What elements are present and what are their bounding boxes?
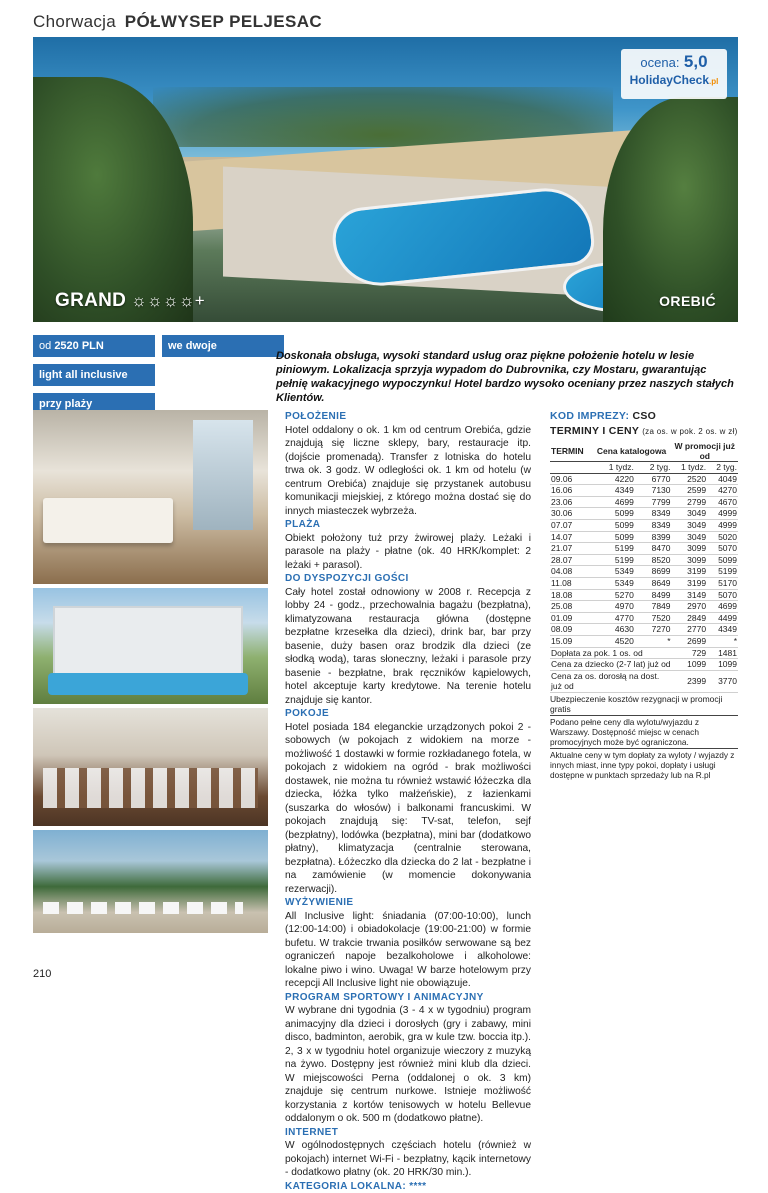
section-heading: PLAŻA: [285, 518, 531, 532]
note-details: Aktualne ceny w tym dopłaty za wyloty / wyjazdy z innych miast, inne typy pokoi, dopłaty i usługi dostępne w punktach sprzedaży lub na R.pl: [550, 750, 738, 781]
row-price: 4699: [707, 601, 738, 613]
row-price: 2699: [672, 635, 708, 647]
row-price: 2970: [672, 601, 708, 613]
extra-label: Cena za os. dorosłą na dost. już od: [550, 670, 672, 692]
row-price: 7849: [635, 601, 672, 613]
row-term: 09.06: [550, 473, 592, 485]
extra-row: [550, 647, 738, 659]
row-price: 6770: [635, 473, 672, 485]
price-notes: [550, 694, 738, 781]
extra-label: Dopłata za pok. 1 os. od: [550, 647, 672, 659]
row-price: 4349: [707, 624, 738, 636]
row-price: 5020: [707, 531, 738, 543]
photo-restaurant: [33, 708, 268, 826]
row-price: 3199: [672, 577, 708, 589]
section-text: W ogólnodostępnych częściach hotelu (również w pokojach) internet Wi-Fi - bezpłatny, kącik internetowy - dodatkowo płatny (ok. 20 HRK/30 min.).: [285, 1139, 531, 1180]
row-term: 30.06: [550, 508, 592, 520]
section-text: Obiekt położony tuż przy żwirowej plaży. Leżaki i parasole na plaży - płatne (ok. 40 HRK/komplet: 2 leżaki + parasol).: [285, 532, 531, 573]
row-price: 3049: [672, 519, 708, 531]
col-promo: W promocji już od: [672, 441, 738, 462]
hotel-stars: ☼☼☼☼+: [131, 291, 205, 310]
section-text: Hotel oddalony o ok. 1 km od centrum Orebića, gdzie znajdują się liczne sklepy, bary, restauracje itp. (dojście promenadą). Transfer z lotniska do hotelu trwa ok. 3 godz. W odległości ok. 1 km od hotelu (w centrum Orebića) znajduje się przystanek autobusu komunikacji miejskiej, z którego można dostać się do innych miasteczek wybrzeża.: [285, 424, 531, 519]
row-term: 15.09: [550, 635, 592, 647]
row-price: 8499: [635, 589, 672, 601]
table-row: [550, 566, 738, 578]
board-tag: light all inclusive: [33, 364, 155, 386]
prices-title: TERMINY I CENY (za os. w pok. 2 os. w zł): [550, 425, 738, 437]
section-heading: INTERNET: [285, 1126, 531, 1140]
table-row: [550, 496, 738, 508]
extra-price-1w: 729: [672, 647, 708, 659]
section-text: All Inclusive light: śniadania (07:00-10:00), lunch (12:00-14:00) i obiadokolacje (19:00-21:00) w formie bufetu. W trakcie trwania posiłków serwowane są bez ograniczeń napoje bezalkoholowe i alkoholowe: lokalne piwo i wino. Uwaga! W barze hotelowym przy recepcji All Inclusive light nie obowiązuje.: [285, 910, 531, 991]
row-price: 2520: [672, 473, 708, 485]
table-row: [550, 589, 738, 601]
page-header: [33, 12, 322, 32]
table-row: [550, 554, 738, 566]
row-term: 28.07: [550, 554, 592, 566]
table-row: [550, 612, 738, 624]
row-price: *: [707, 635, 738, 647]
extra-price-1w: 1099: [672, 659, 708, 671]
row-term: 14.07: [550, 531, 592, 543]
holidaycheck-rating: [621, 49, 727, 99]
row-price: 4699: [592, 496, 635, 508]
row-price: 2849: [672, 612, 708, 624]
row-term: 21.07: [550, 543, 592, 555]
price-table: [550, 441, 738, 693]
section-heading: WYŻYWIENIE: [285, 896, 531, 910]
row-price: 5349: [592, 566, 635, 578]
extra-price-2w: 3770: [707, 670, 738, 692]
row-price: 8470: [635, 543, 672, 555]
row-term: 07.07: [550, 519, 592, 531]
row-price: *: [635, 635, 672, 647]
row-price: 3049: [672, 531, 708, 543]
row-price: 4770: [592, 612, 635, 624]
row-price: 4999: [707, 519, 738, 531]
table-row: [550, 601, 738, 613]
row-price: 8520: [635, 554, 672, 566]
hotel-place: OREBIĆ: [659, 293, 716, 309]
photo-room: [33, 410, 268, 584]
section-text: Cały hotel został odnowiony w 2008 r. Recepcja z lobby 24 - godz., przechowalnia bagażu (bezpłatna), klimatyzowana restauracja główna (dostępne bezpłatne krzesełka dla dzieci), drink bar, bar przy basenie, duży basen oraz brodzik dla dzieci (ze słodką wodą), taras słoneczny, leżaki i parasole przy basenie - bezpłatne, brak ręczników kąpielowych, hotel akceptuje karty kredytowe. Na terenie hotelu znajduje się kantor.: [285, 586, 531, 708]
rating-label: ocena:: [640, 55, 679, 70]
row-price: 2770: [672, 624, 708, 636]
row-price: 5070: [707, 589, 738, 601]
row-price: 4670: [707, 496, 738, 508]
row-price: 5199: [592, 554, 635, 566]
extra-row: [550, 670, 738, 692]
section-heading: DO DYSPOZYCJI GOŚCI: [285, 572, 531, 586]
row-price: 7799: [635, 496, 672, 508]
row-term: 01.09: [550, 612, 592, 624]
row-price: 4499: [707, 612, 738, 624]
row-price: 5170: [707, 577, 738, 589]
table-row: [550, 508, 738, 520]
country-name: Chorwacja: [33, 12, 116, 31]
row-price: 3049: [672, 508, 708, 520]
table-row: [550, 473, 738, 485]
section-heading: POKOJE: [285, 707, 531, 721]
rating-value: 5,0: [684, 52, 708, 71]
photo-hotel-building: [33, 588, 268, 704]
col-term: TERMIN: [550, 441, 592, 462]
row-price: 5349: [592, 577, 635, 589]
row-price: 8349: [635, 508, 672, 520]
photo-beach: [33, 830, 268, 933]
rating-brand: HolidayCheck.pl: [621, 73, 727, 87]
row-price: 4270: [707, 485, 738, 497]
extra-label: Cena za dziecko (2-7 lat) już od: [550, 659, 672, 671]
row-price: 3099: [672, 554, 708, 566]
hotel-name: GRAND ☼☼☼☼+: [55, 290, 205, 312]
location-tag: przy plaży: [33, 393, 155, 415]
region-name: PÓŁWYSEP PELJESAC: [125, 12, 322, 31]
description-column: [285, 410, 531, 1193]
section-heading: POŁOŻENIE: [285, 410, 531, 424]
row-term: 11.08: [550, 577, 592, 589]
row-price: 5099: [592, 508, 635, 520]
row-price: 8699: [635, 566, 672, 578]
note-insurance: Ubezpieczenie kosztów rezygnacji w promocji gratis: [550, 694, 738, 716]
category-line: KATEGORIA LOKALNA: ****: [285, 1180, 531, 1193]
table-row: [550, 543, 738, 555]
intro-text: Doskonała obsługa, wysoki standard usług oraz piękne położenie hotelu w lesie piniowym. Lokalizacja sprzyja wypadom do Dubrovnika, czy Mostaru, gwarantując pełnię wakacyjnego wypoczynku! Hotel bardzo wysoko oceniany przez naszych stałych Klientów.: [276, 349, 738, 405]
extra-price-2w: 1099: [707, 659, 738, 671]
row-price: 5070: [707, 543, 738, 555]
section-text: Hotel posiada 184 eleganckie urządzonych pokoi 2 -sobowych (w pokojach z widokiem na morze - możliwość 1 dostawki w formie rozkładanego fotela, w pokojach z widokiem na ogród - brak możliwości dostawek, nie można tu również wstawić łóżeczka dla dziecka, łóżka tylko małżeńskie), z łazienkami (suszarka do włosów) i balkonami francuskimi. W pokojach znajdują się: TV-sat, telefon, sejf (bezpłatny), lodówka (bezpłatna), mini bar (dodatkowo płatny), klimatyzacja (centralnie sterowana, bezpłatna). Łóżeczko dla dziecka do 2 lat - bezpłatne i na zamówienie (w momencie dokonywania rezerwacji).: [285, 721, 531, 897]
row-price: 3149: [672, 589, 708, 601]
row-price: 4970: [592, 601, 635, 613]
row-price: 4220: [592, 473, 635, 485]
row-price: 2599: [672, 485, 708, 497]
extra-price-1w: 2399: [672, 670, 708, 692]
row-price: 5199: [707, 566, 738, 578]
row-term: 23.06: [550, 496, 592, 508]
section-text: W wybrane dni tygodnia (3 - 4 x w tygodniu) program animacyjny dla dzieci i dorosłych (gry i zabawy, mini disco, badminton, aerobik, gra w kule tzw. boccia itp.). 2, 3 x w tygodniu hotel organizuje wieczory z muzyką na żywo. Dostępny jest również mini klub dla dzieci. W miejscowości Perna (oddalonej o ok. 3 km) znajduje się centrum nurkowe. Istnieje możliwość korzystania z kortów tenisowych w hotelu Bellevue oddalonym o ok. 500 m (dodatkowo płatne).: [285, 1004, 531, 1126]
row-price: 7130: [635, 485, 672, 497]
row-price: 8399: [635, 531, 672, 543]
extra-row: [550, 659, 738, 671]
row-price: 4630: [592, 624, 635, 636]
row-price: 5099: [592, 519, 635, 531]
row-price: 8649: [635, 577, 672, 589]
page-number: 210: [33, 968, 51, 980]
row-price: 5270: [592, 589, 635, 601]
row-term: 04.08: [550, 566, 592, 578]
row-price: 4520: [592, 635, 635, 647]
row-price: 7270: [635, 624, 672, 636]
table-row: [550, 624, 738, 636]
row-price: 7520: [635, 612, 672, 624]
row-term: 18.08: [550, 589, 592, 601]
table-subheader: 1 tydz. 2 tyg. 1 tydz. 2 tyg.: [550, 462, 738, 474]
trip-code: KOD IMPREZY: CSO: [550, 410, 738, 422]
row-price: 4999: [707, 508, 738, 520]
table-row: [550, 531, 738, 543]
note-prices: Podano pełne ceny dla wylotu/wyjazdu z Warszawy. Dostępność miejsc w cenach promocyjnych może być ograniczona.: [550, 717, 738, 749]
section-heading: PROGRAM SPORTOWY I ANIMACYJNY: [285, 991, 531, 1005]
row-price: 4049: [707, 473, 738, 485]
price-tag: od 2520 PLN: [33, 335, 155, 357]
hero-photo: [33, 37, 738, 322]
table-row: [550, 519, 738, 531]
row-term: 16.06: [550, 485, 592, 497]
row-term: 08.09: [550, 624, 592, 636]
extra-price-2w: 1481: [707, 647, 738, 659]
row-price: 2799: [672, 496, 708, 508]
row-price: 4349: [592, 485, 635, 497]
row-price: 8349: [635, 519, 672, 531]
duo-tag: we dwoje: [162, 335, 284, 357]
row-price: 5099: [707, 554, 738, 566]
row-price: 5099: [592, 531, 635, 543]
col-catalog: Cena katalogowa: [592, 441, 672, 462]
photo-column: [33, 410, 268, 933]
row-price: 3199: [672, 566, 708, 578]
tag-column: [33, 335, 155, 422]
table-row: [550, 635, 738, 647]
table-row: [550, 577, 738, 589]
prices-column: [550, 410, 738, 782]
row-price: 5199: [592, 543, 635, 555]
row-price: 3099: [672, 543, 708, 555]
row-term: 25.08: [550, 601, 592, 613]
table-row: [550, 485, 738, 497]
